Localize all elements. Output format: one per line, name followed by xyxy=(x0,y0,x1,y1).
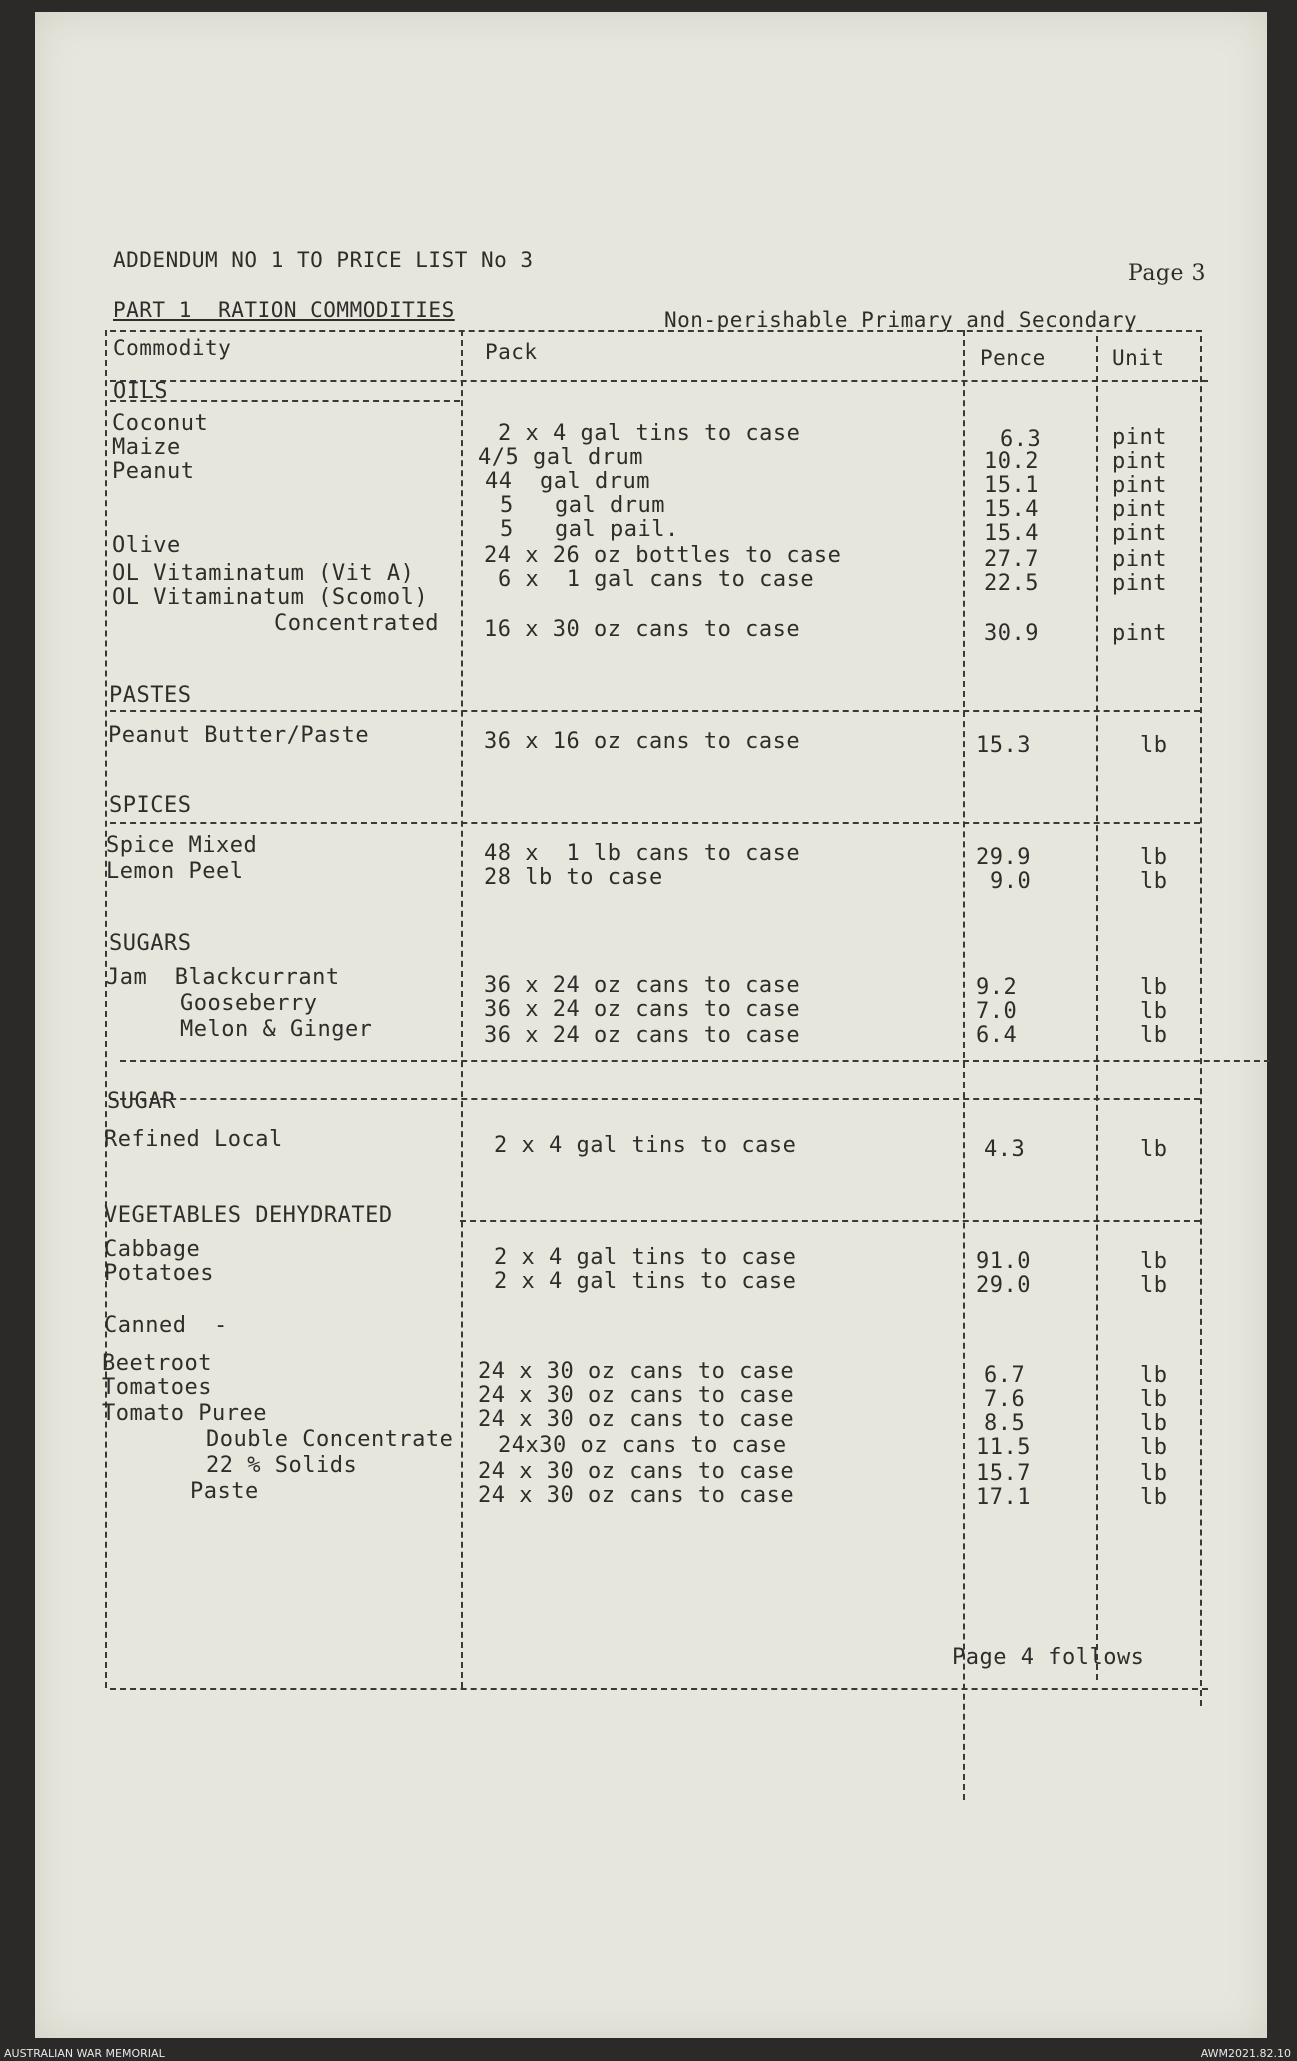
commodity-cell: OL Vitaminatum (Scomol) xyxy=(112,585,429,610)
unit-cell: pint xyxy=(1112,547,1167,572)
unit-cell: lb xyxy=(1140,1435,1168,1460)
section-oils: OILS xyxy=(113,379,168,404)
archive-footer xyxy=(0,2046,1297,2061)
section-sugars: SUGARS xyxy=(109,931,192,956)
pence-cell: 8.5 xyxy=(984,1411,1026,1436)
pastes-rule xyxy=(110,710,1200,712)
section-veg: VEGETABLES DEHYDRATED xyxy=(104,1203,393,1228)
pence-cell: 6.3 xyxy=(1000,427,1042,452)
right-border xyxy=(1200,336,1202,1706)
pence-cell: 9.0 xyxy=(990,869,1032,894)
commodity-cell: Tomato Puree xyxy=(102,1401,267,1426)
page-number: Page 3 xyxy=(1128,261,1207,286)
commodity-cell: Beetroot xyxy=(102,1351,212,1376)
pack-cell: 2 x 4 gal tins to case xyxy=(494,1245,797,1270)
pence-cell: 15.4 xyxy=(984,497,1039,522)
pack-cell: 36 x 24 oz cans to case xyxy=(484,973,801,998)
section-canned: Canned - xyxy=(104,1313,228,1338)
document-title: ADDENDUM NO 1 TO PRICE LIST No 3 xyxy=(113,248,534,272)
pack-cell: 36 x 16 oz cans to case xyxy=(484,729,801,754)
col-commodity: Commodity xyxy=(113,336,232,360)
commodity-cell: Refined Local xyxy=(104,1127,283,1152)
table-top-rule xyxy=(110,330,1202,332)
commodity-cell: OL Vitaminatum (Vit A) xyxy=(112,561,415,586)
pence-cell: 4.3 xyxy=(984,1137,1026,1162)
unit-cell: lb xyxy=(1140,1023,1168,1048)
pack-cell: 36 x 24 oz cans to case xyxy=(484,1023,801,1048)
pence-cell: 7.6 xyxy=(984,1387,1026,1412)
unit-cell: pint xyxy=(1112,521,1167,546)
unit-cell: lb xyxy=(1140,1485,1168,1510)
commodity-cell: Peanut xyxy=(112,459,195,484)
pence-cell: 30.9 xyxy=(984,621,1039,646)
pence-cell: 7.0 xyxy=(976,999,1018,1024)
pack-cell: 44 gal drum xyxy=(485,469,650,494)
commodity-cell: Peanut Butter/Paste xyxy=(108,723,370,748)
commodity-cell: Potatoes xyxy=(104,1261,214,1286)
unit-cell: lb xyxy=(1140,1137,1168,1162)
pence-cell: 15.7 xyxy=(976,1461,1031,1486)
unit-cell: pint xyxy=(1112,449,1167,474)
part-subtitle: Non-perishable Primary and Secondary xyxy=(664,308,1138,332)
unit-cell: lb xyxy=(1140,869,1168,894)
unit-cell: lb xyxy=(1140,845,1168,870)
pack-cell: 2 x 4 gal tins to case xyxy=(494,1133,797,1158)
pence-cell: 29.0 xyxy=(976,1273,1031,1298)
pack-cell: 5 gal pail. xyxy=(500,517,679,542)
left-border xyxy=(105,330,107,1688)
pack-cell: 24 x 30 oz cans to case xyxy=(478,1483,795,1508)
unit-cell: lb xyxy=(1140,1387,1168,1412)
pence-cell: 15.1 xyxy=(984,473,1039,498)
commodity-cell: Tomatoes xyxy=(102,1375,212,1400)
header-rule xyxy=(110,380,1208,382)
unit-cell: lb xyxy=(1140,1363,1168,1388)
section-spices: SPICES xyxy=(109,793,192,818)
unit-cell: pint xyxy=(1112,621,1167,646)
unit-column-divider xyxy=(1096,336,1098,1680)
veg-rule xyxy=(460,1220,1200,1222)
commodity-cell: Lemon Peel xyxy=(106,859,244,884)
commodity-cell: Melon & Ginger xyxy=(180,1017,373,1042)
pence-cell: 6.7 xyxy=(984,1363,1026,1388)
unit-cell: lb xyxy=(1140,1461,1168,1486)
unit-cell: lb xyxy=(1140,999,1168,1024)
unit-cell: lb xyxy=(1140,733,1168,758)
pack-cell: 28 lb to case xyxy=(484,865,663,890)
pence-cell: 15.3 xyxy=(976,733,1031,758)
pack-cell: 24 x 30 oz cans to case xyxy=(478,1383,795,1408)
sugar-rule xyxy=(110,1098,1200,1100)
pence-cell: 11.5 xyxy=(976,1435,1031,1460)
pence-cell: 17.1 xyxy=(976,1485,1031,1510)
unit-cell: pint xyxy=(1112,497,1167,522)
unit-cell: pint xyxy=(1112,571,1167,596)
pack-cell: 2 x 4 gal tins to case xyxy=(494,1269,797,1294)
pence-cell: 91.0 xyxy=(976,1249,1031,1274)
spices-rule xyxy=(110,822,1200,824)
commodity-cell: Gooseberry xyxy=(180,991,318,1016)
pack-cell: 6 x 1 gal cans to case xyxy=(498,567,815,592)
pack-cell: 24x30 oz cans to case xyxy=(498,1433,787,1458)
pack-cell: 2 x 4 gal tins to case xyxy=(498,421,801,446)
pence-cell: 10.2 xyxy=(984,449,1039,474)
page-follows-note: Page 4 follows xyxy=(952,1645,1145,1670)
pack-cell: 5 gal drum xyxy=(500,493,665,518)
archive-id: AWM2021.82.10 xyxy=(1200,2047,1291,2060)
col-pack: Pack xyxy=(485,340,538,364)
commodity-cell: Spice Mixed xyxy=(106,833,258,858)
pack-column-divider xyxy=(461,330,463,1688)
pack-cell: 24 x 30 oz cans to case xyxy=(478,1359,795,1384)
pence-cell: 15.4 xyxy=(984,521,1039,546)
col-unit: Unit xyxy=(1112,346,1165,370)
pack-cell: 24 x 30 oz cans to case xyxy=(478,1407,795,1432)
part-heading: PART 1 RATION COMMODITIES xyxy=(113,298,455,322)
table-bottom-rule xyxy=(110,1688,1208,1690)
col-pence: Pence xyxy=(980,346,1046,370)
pence-cell: 27.7 xyxy=(984,547,1039,572)
commodity-cell: Double Concentrate xyxy=(206,1427,454,1452)
unit-cell: pint xyxy=(1112,425,1167,450)
unit-cell: pint xyxy=(1112,473,1167,498)
unit-cell: lb xyxy=(1140,975,1168,1000)
commodity-cell: Paste xyxy=(190,1479,259,1504)
pack-cell: 24 x 30 oz cans to case xyxy=(478,1459,795,1484)
pack-cell: 36 x 24 oz cans to case xyxy=(484,997,801,1022)
commodity-cell: Concentrated xyxy=(274,611,439,636)
pack-cell: 16 x 30 oz cans to case xyxy=(484,617,801,642)
unit-cell: lb xyxy=(1140,1273,1168,1298)
commodity-cell: Jam Blackcurrant xyxy=(106,965,340,990)
pence-cell: 22.5 xyxy=(984,571,1039,596)
commodity-cell: Coconut xyxy=(112,411,209,436)
pack-cell: 48 x 1 lb cans to case xyxy=(484,841,801,866)
pence-column-divider xyxy=(963,330,965,1800)
unit-cell: lb xyxy=(1140,1411,1168,1436)
commodity-cell: Cabbage xyxy=(104,1237,201,1262)
section-sugar: SUGAR xyxy=(107,1089,176,1114)
pence-cell: 29.9 xyxy=(976,845,1031,870)
section-pastes: PASTES xyxy=(109,683,192,708)
commodity-cell: Olive xyxy=(112,533,181,558)
pence-cell: 9.2 xyxy=(976,975,1018,1000)
pack-cell: 24 x 26 oz bottles to case xyxy=(484,543,842,568)
commodity-cell: 22 % Solids xyxy=(206,1453,358,1478)
pack-cell: 4/5 gal drum xyxy=(478,445,643,470)
archive-name: AUSTRALIAN WAR MEMORIAL xyxy=(4,2047,165,2060)
pence-cell: 6.4 xyxy=(976,1023,1018,1048)
commodity-cell: Maize xyxy=(112,435,181,460)
unit-cell: lb xyxy=(1140,1249,1168,1274)
